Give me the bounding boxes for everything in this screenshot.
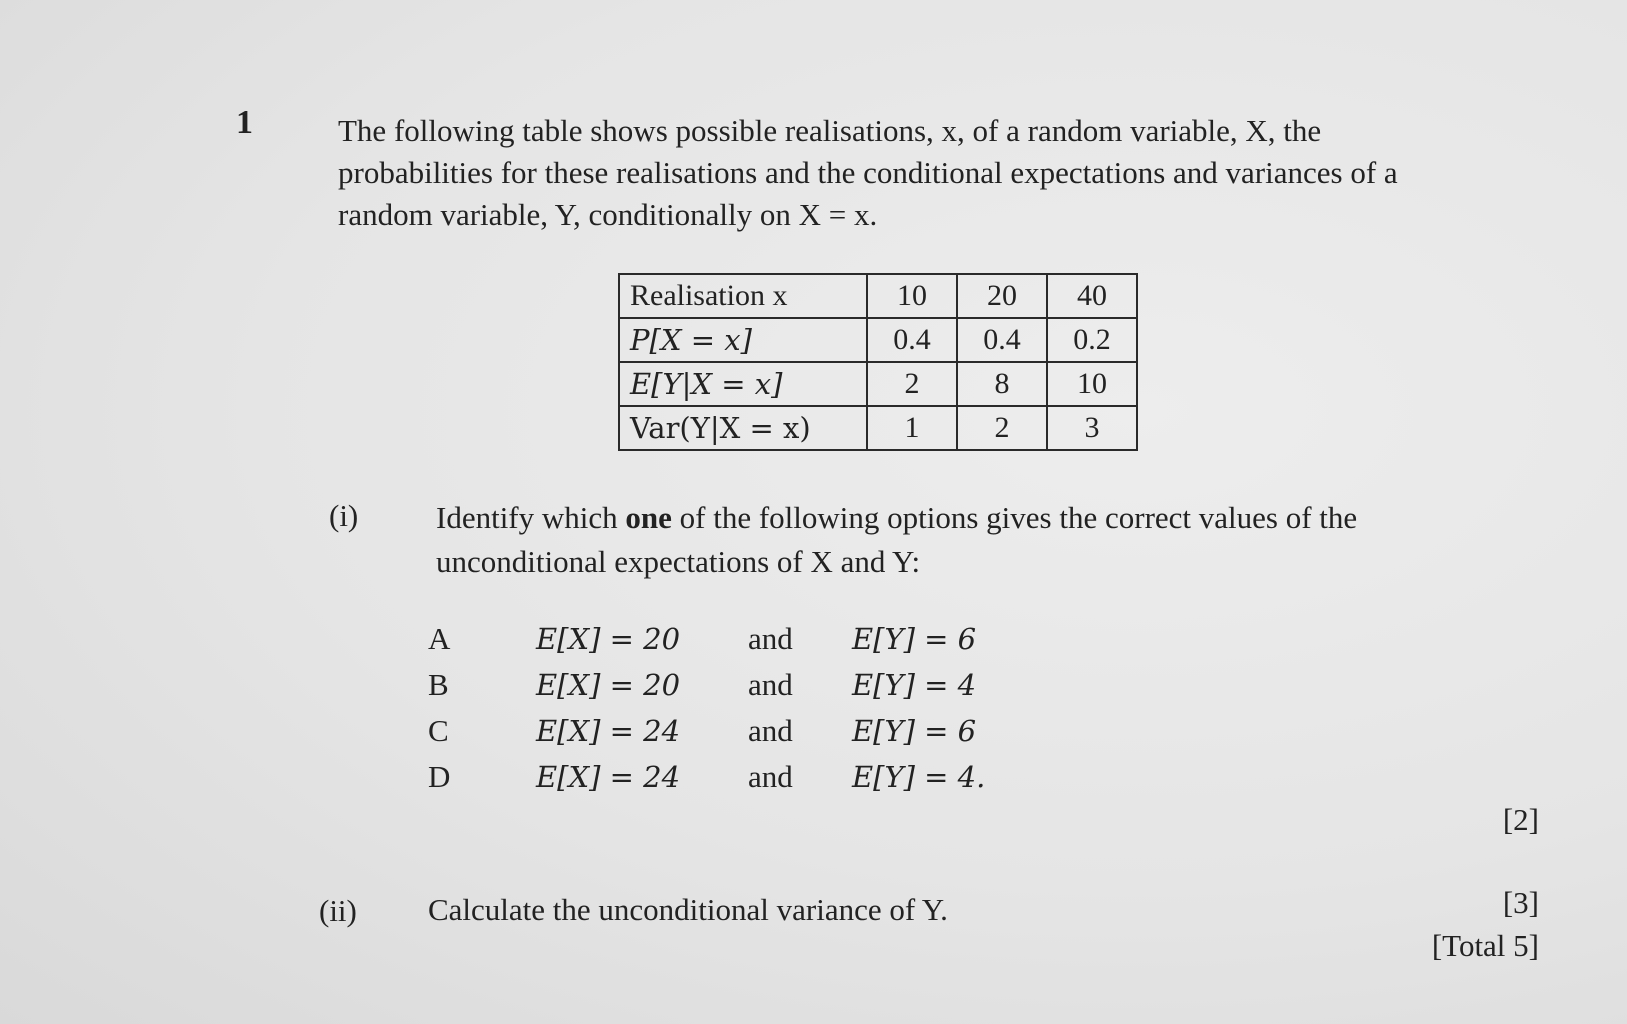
option-a[interactable]	[428, 616, 1012, 662]
stem-line-2: probabilities for these realisations and the conditional expectations and variances of a	[338, 155, 1398, 190]
table-cell: 10	[867, 274, 957, 318]
part-i-text-after: of the following options gives the correct values of the	[671, 500, 1358, 535]
table-cell: 8	[957, 362, 1047, 406]
option-letter: D	[428, 759, 451, 794]
table-cell: 0.4	[957, 318, 1047, 362]
table-row	[619, 318, 1137, 362]
option-ey: E[Y] = 4.	[852, 760, 986, 794]
table-cell: 10	[1047, 362, 1137, 406]
answer-options	[428, 616, 1012, 800]
table-cell: 2	[957, 406, 1047, 450]
table-row	[619, 406, 1137, 450]
option-and: and	[748, 713, 793, 748]
row-label-probability: P[X = x]	[619, 318, 867, 362]
part-ii-label: (ii)	[319, 893, 357, 928]
part-i-line-2: unconditional expectations of X and Y:	[436, 544, 921, 579]
table-cell: 0.2	[1047, 318, 1137, 362]
table-cell: 2	[867, 362, 957, 406]
option-b[interactable]	[428, 662, 1012, 708]
table-row	[619, 274, 1137, 318]
table-cell: 40	[1047, 274, 1137, 318]
question-stem	[338, 110, 1518, 236]
row-label-conditional-variance: Var(Y|X = x)	[619, 406, 867, 450]
table-cell: 3	[1047, 406, 1137, 450]
option-ey: E[Y] = 6	[852, 622, 977, 656]
probability-table	[618, 273, 1138, 451]
option-letter: C	[428, 713, 449, 748]
total-marks: [Total 5]	[1431, 928, 1539, 963]
option-and: and	[748, 759, 793, 794]
option-d[interactable]	[428, 754, 1012, 800]
option-ex: E[X] = 24	[536, 714, 681, 748]
option-ex: E[X] = 20	[536, 622, 681, 656]
part-i-text-bold: one	[625, 500, 672, 535]
option-letter: A	[428, 621, 451, 656]
option-c[interactable]	[428, 708, 1012, 754]
table-row	[619, 362, 1137, 406]
part-i-text-before: Identify which	[436, 500, 626, 535]
option-and: and	[748, 621, 793, 656]
part-ii-marks: [3]	[1502, 885, 1539, 920]
stem-line-1: The following table shows possible realisations, x, of a random variable, X, the	[338, 113, 1322, 148]
option-ex: E[X] = 24	[536, 760, 681, 794]
option-and: and	[748, 667, 793, 702]
table-cell: 0.4	[867, 318, 957, 362]
option-letter: B	[428, 667, 449, 702]
row-label-conditional-expectation: E[Y|X = x]	[619, 362, 867, 406]
option-ey: E[Y] = 4	[852, 668, 977, 702]
part-i-label: (i)	[329, 498, 359, 533]
part-i-marks: [2]	[1502, 802, 1539, 837]
part-i-text	[436, 496, 1516, 584]
option-ex: E[X] = 20	[536, 668, 681, 702]
table-cell: 1	[867, 406, 957, 450]
part-i-line-1	[436, 496, 1516, 540]
option-ey: E[Y] = 6	[852, 714, 977, 748]
question-number: 1	[236, 104, 253, 141]
part-ii-text: Calculate the unconditional variance of Y.	[428, 892, 948, 927]
stem-line-3: random variable, Y, conditionally on X = x.	[338, 197, 878, 232]
row-label-realisation: Realisation x	[619, 274, 867, 318]
table-cell: 20	[957, 274, 1047, 318]
